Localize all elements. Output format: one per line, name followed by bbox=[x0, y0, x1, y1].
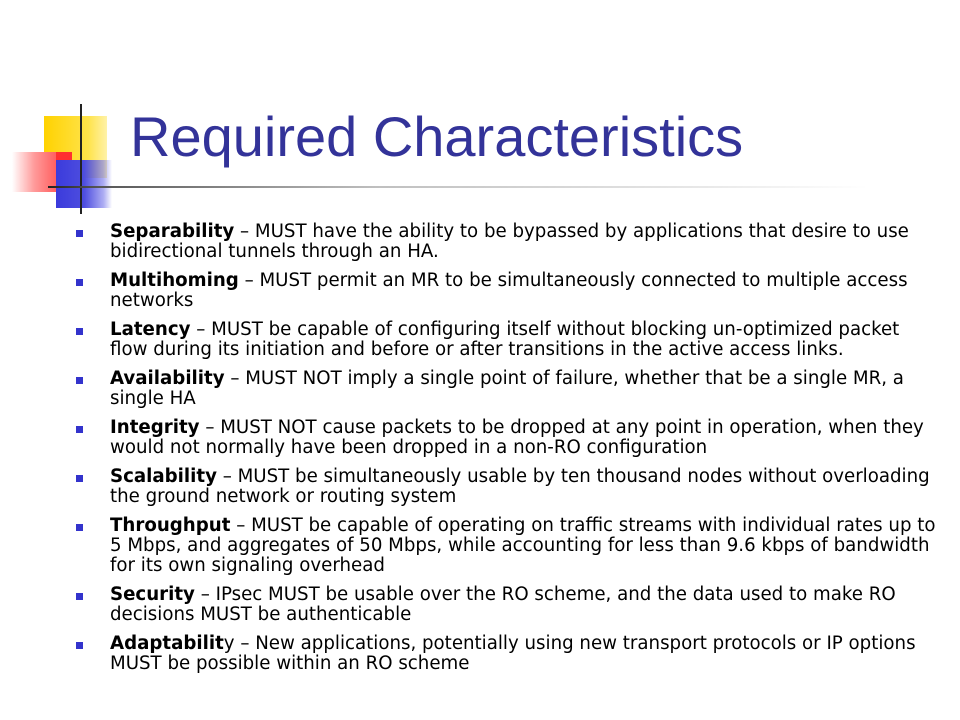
square-bullet-icon bbox=[76, 642, 83, 649]
bullet-term: Latency bbox=[110, 319, 191, 340]
bullet-text: – MUST have the ability to be bypassed by applications that desire to use bidirectional tunnels through an HA. bbox=[110, 221, 909, 262]
bullet-term: Multihoming bbox=[110, 270, 239, 291]
bullet-term: Scalability bbox=[110, 466, 217, 487]
bullet-term: Availability bbox=[110, 368, 225, 389]
bullet-term: Throughput bbox=[110, 515, 231, 536]
bullet-term: Adaptabilit bbox=[110, 633, 224, 654]
bullet-text: – MUST NOT cause packets to be dropped at any point in operation, when they would not normally have been dropped in a non-RO configuration bbox=[110, 417, 924, 458]
bullet-item-multihoming bbox=[76, 271, 936, 311]
bullet-text: – MUST be capable of configuring itself without blocking un-optimized packet flow during its initiation and before or after transitions in the active access links. bbox=[110, 319, 900, 360]
bullet-term: Integrity bbox=[110, 417, 200, 438]
square-bullet-icon bbox=[76, 230, 83, 237]
bullet-item-latency bbox=[76, 320, 936, 360]
bullet-item-integrity bbox=[76, 418, 936, 458]
square-bullet-icon bbox=[76, 279, 83, 286]
bullet-text: – IPsec MUST be usable over the RO scheme, and the data used to make RO decisions MUST be authenticable bbox=[110, 584, 896, 625]
bullet-item-adaptability bbox=[76, 634, 936, 674]
logo-vertical-line bbox=[80, 104, 82, 214]
bullet-text: – MUST be capable of operating on traffic streams with individual rates up to 5 Mbps, and aggregates of 50 Mbps, while accounting for less than 9.6 kbps of bandwidth for its own signaling overhead bbox=[110, 515, 936, 576]
slide-title: Required Characteristics bbox=[130, 105, 744, 168]
square-bullet-icon bbox=[76, 426, 83, 433]
bullet-item-security bbox=[76, 585, 936, 625]
bullet-text: y – New applications, potentially using new transport protocols or IP options MUST be possible within an RO scheme bbox=[110, 633, 916, 674]
bullet-text: – MUST be simultaneously usable by ten thousand nodes without overloading the ground network or routing system bbox=[110, 466, 930, 507]
square-bullet-icon bbox=[76, 328, 83, 335]
logo-blue-square bbox=[56, 160, 112, 208]
bullet-item-separability bbox=[76, 222, 936, 262]
bullet-text: – MUST permit an MR to be simultaneously connected to multiple access networks bbox=[110, 270, 908, 311]
bullet-term: Security bbox=[110, 584, 195, 605]
bullet-list bbox=[76, 222, 936, 683]
square-bullet-icon bbox=[76, 524, 83, 531]
bullet-item-availability bbox=[76, 369, 936, 409]
bullet-term: Separability bbox=[110, 221, 235, 242]
square-bullet-icon bbox=[76, 475, 83, 482]
bullet-item-throughput bbox=[76, 516, 936, 576]
square-bullet-icon bbox=[76, 593, 83, 600]
bullet-item-scalability bbox=[76, 467, 936, 507]
square-bullet-icon bbox=[76, 377, 83, 384]
title-underline bbox=[48, 186, 868, 188]
bullet-text: – MUST NOT imply a single point of failure, whether that be a single MR, a single HA bbox=[110, 368, 904, 409]
